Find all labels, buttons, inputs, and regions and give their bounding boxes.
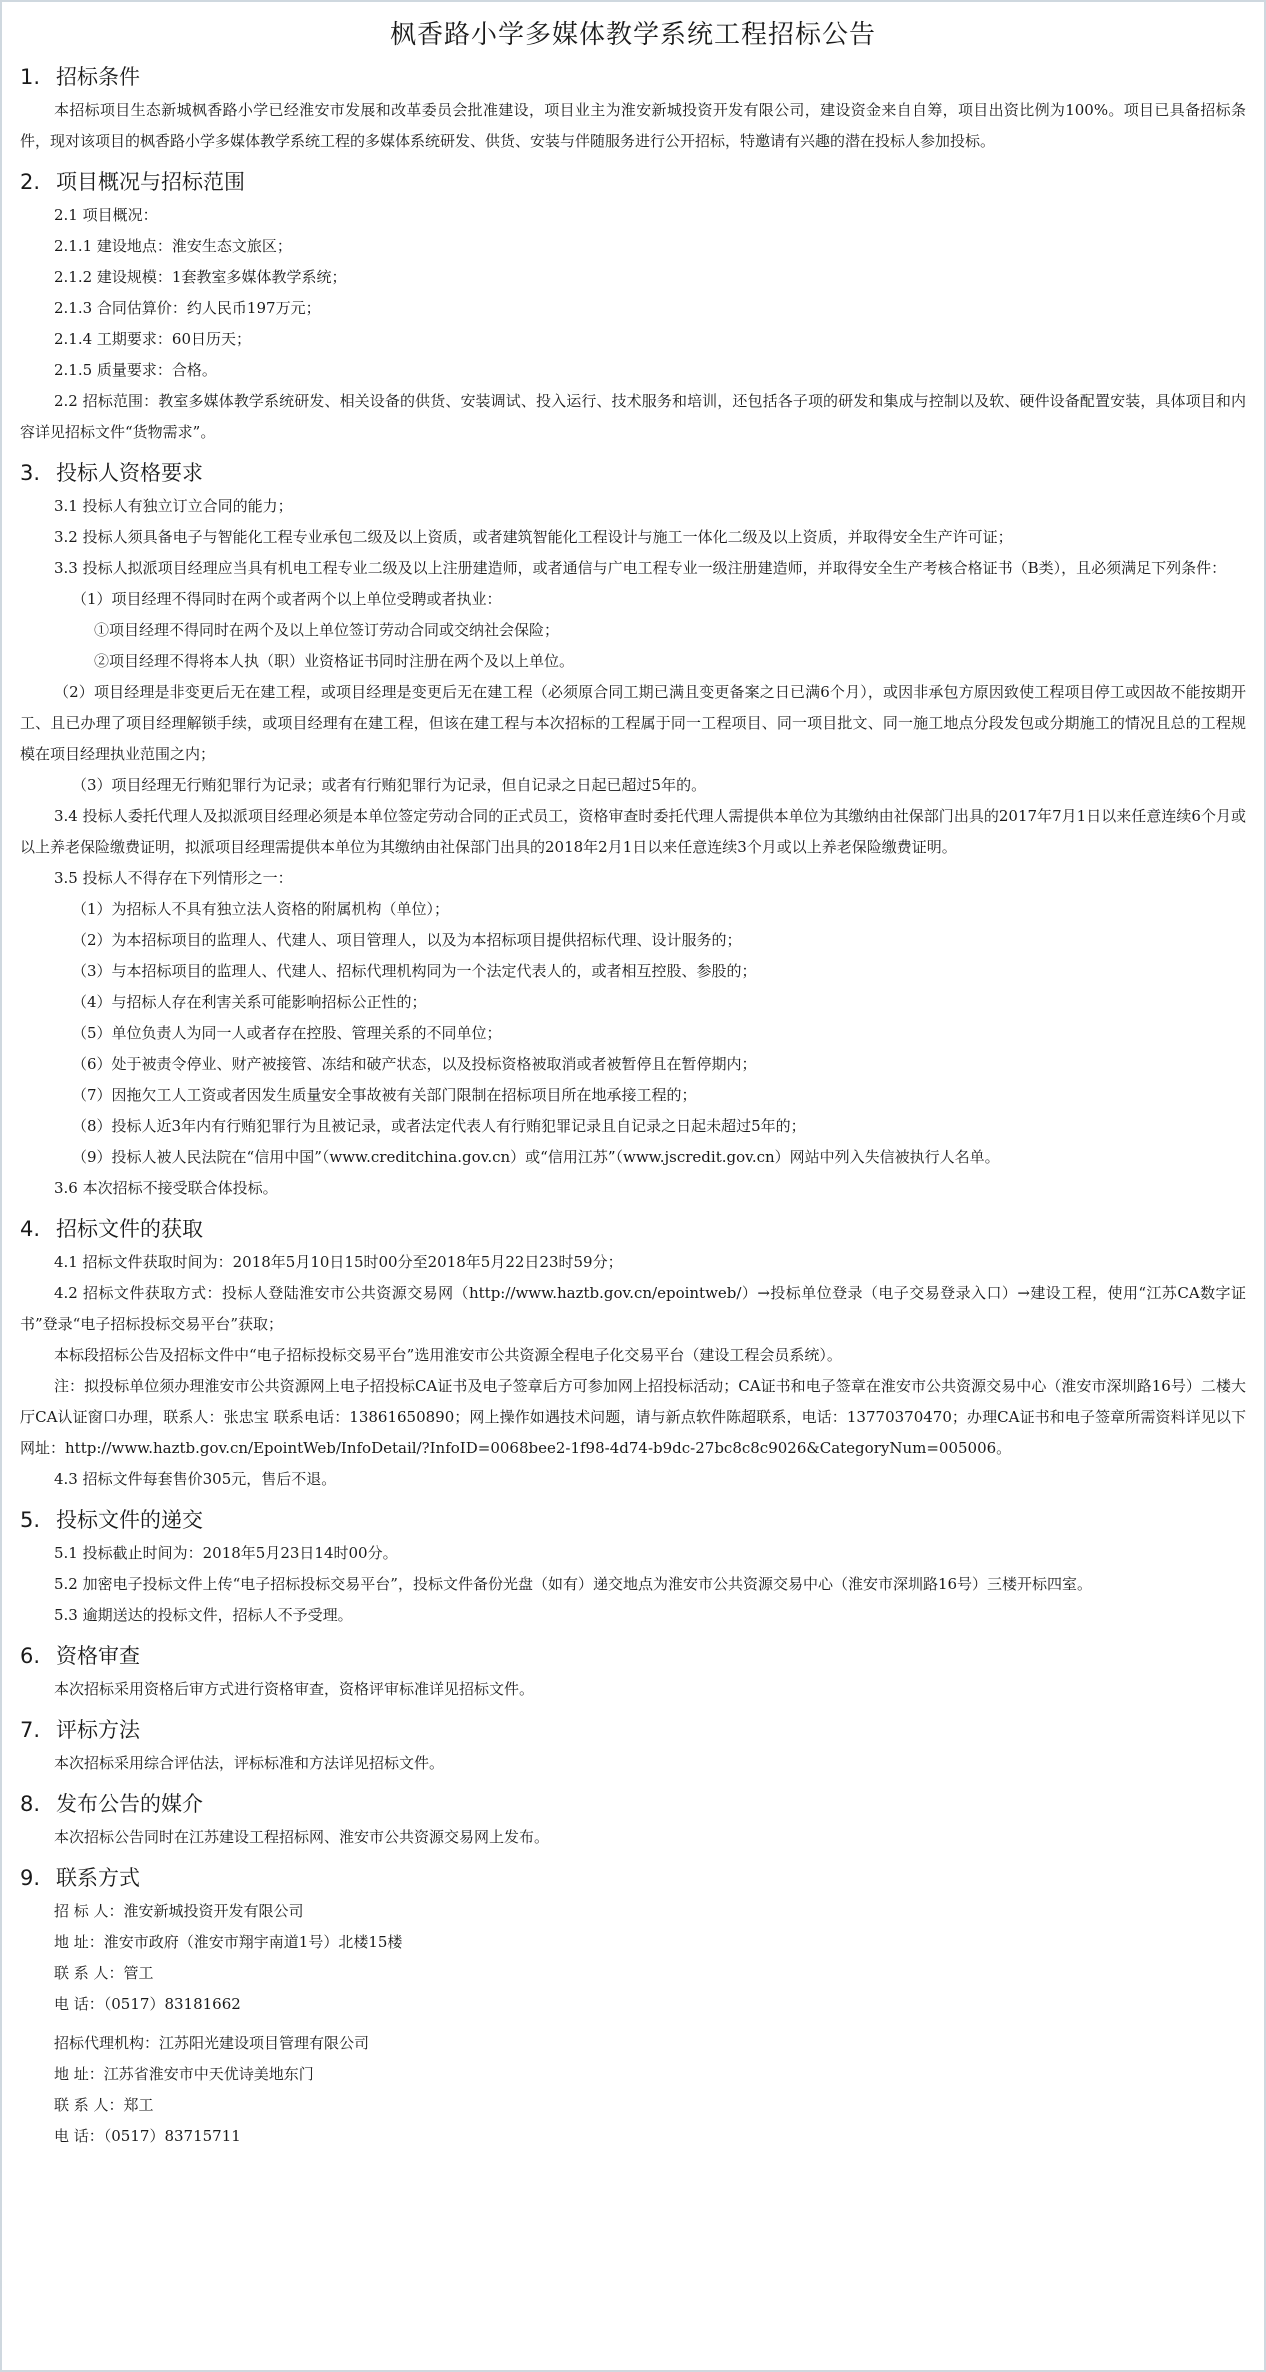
paragraph: 本次招标公告同时在江苏建设工程招标网、淮安市公共资源交易网上发布。 [54, 1828, 550, 1846]
contact-tenderer: 招 标 人：淮安新城投资开发有限公司 [54, 1902, 304, 1920]
paragraph: ①项目经理不得同时在两个及以上单位签订劳动合同或交纳社会保险； [94, 621, 560, 639]
paragraph: 2.1.4 工期要求：60日历天； [54, 330, 252, 348]
section-heading [20, 1714, 1246, 1744]
section-heading [20, 1504, 1246, 1534]
section-number: 2. [20, 170, 41, 194]
paragraph: 4.3 招标文件每套售价305元，售后不退。 [54, 1470, 337, 1488]
section-2 [20, 166, 1246, 448]
section-6 [20, 1640, 1246, 1705]
section-9 [20, 1862, 1246, 2152]
paragraph: 3.2 投标人须具备电子与智能化工程专业承包二级及以上资质，或者建筑智能化工程设计与施工一体化二级及以上资质，并取得安全生产许可证； [54, 528, 1013, 546]
section-number: 7. [20, 1718, 41, 1742]
section-number: 5. [20, 1508, 41, 1532]
section-title: 资格审查 [56, 1644, 140, 1668]
section-number: 8. [20, 1792, 41, 1816]
paragraph: （2）项目经理是非变更后无在建工程，或项目经理是变更后无在建工程（必须原合同工期已满且变更备案之日已满6个月），或因非承包方原因致使工程项目停工或因故不能按期开工、且已办理了项目经理解锁手续，或项目经理有在建工程，但该在建工程与本次招标的工程属于同一工程项目、同一项目批文、同一施工地点分段发包或分期施工的情况且总的工程规模在项目经理执业范围之内； [20, 683, 1246, 763]
paragraph: （1）为招标人不具有独立法人资格的附属机构（单位）； [72, 900, 450, 918]
paragraph: 3.1 投标人有独立订立合同的能力； [54, 497, 293, 515]
section-1 [20, 61, 1246, 157]
section-title: 投标人资格要求 [56, 461, 203, 485]
section-7 [20, 1714, 1246, 1779]
section-heading [20, 166, 1246, 196]
paragraph: 本次招标采用资格后审方式进行资格审查，资格评审标准详见招标文件。 [54, 1680, 535, 1698]
paragraph: 2.1.5 质量要求：合格。 [54, 361, 217, 379]
paragraph: （5）单位负责人为同一人或者存在控股、管理关系的不同单位； [72, 1024, 502, 1042]
agency-address: 地 址：江苏省淮安市中天优诗美地东门 [54, 2065, 314, 2083]
section-number: 1. [20, 65, 41, 89]
section-title: 项目概况与招标范围 [56, 170, 245, 194]
page-title: 枫香路小学多媒体教学系统工程招标公告 [389, 20, 876, 50]
paragraph: 本招标项目生态新城枫香路小学已经淮安市发展和改革委员会批准建设，项目业主为淮安新城投资开发有限公司，建设资金来自自筹，项目出资比例为100%。项目已具备招标条件，现对该项目的枫香路小学多媒体教学系统工程的多媒体系统研发、供货、安装与伴随服务进行公开招标，特邀请有兴趣的潜在投标人参加投标。 [20, 101, 1246, 150]
contact-phone: 电 话：（0517）83181662 [54, 1995, 241, 2013]
paragraph: （4）与招标人存在利害关系可能影响招标公正性的； [72, 993, 427, 1011]
section-title: 投标文件的递交 [56, 1508, 203, 1532]
paragraph: 3.3 投标人拟派项目经理应当具有机电工程专业二级及以上注册建造师，或者通信与广电工程专业一级注册建造师，并取得安全生产考核合格证书（B类），且必须满足下列条件： [54, 559, 1227, 577]
section-8 [20, 1788, 1246, 1853]
section-title: 评标方法 [56, 1718, 140, 1742]
paragraph: 2.1.3 合同估算价：约人民币197万元； [54, 299, 321, 317]
paragraph: （8）投标人近3年内有行贿犯罪行为且被记录，或者法定代表人有行贿犯罪记录且自记录之日起未超过5年的； [72, 1117, 806, 1135]
paragraph: 4.1 招标文件获取时间为：2018年5月10日15时00分至2018年5月22日23时59分； [54, 1253, 623, 1271]
paragraph: （7）因拖欠工人工资或者因发生质量安全事故被有关部门限制在招标项目所在地承接工程的； [72, 1086, 697, 1104]
paragraph: 2.2 招标范围：教室多媒体教学系统研发、相关设备的供货、安装调试、投入运行、技术服务和培训，还包括各子项的研发和集成与控制以及软、硬件设备配置安装，具体项目和内容详见招标文件“货物需求”。 [20, 392, 1246, 441]
section-title: 联系方式 [56, 1866, 140, 1890]
agency-phone: 电 话：（0517）83715711 [54, 2127, 241, 2145]
section-number: 9. [20, 1866, 41, 1890]
section-number: 4. [20, 1217, 41, 1241]
section-4 [20, 1213, 1246, 1495]
section-title: 招标条件 [56, 65, 140, 89]
paragraph: 本次招标采用综合评估法，评标标准和方法详见招标文件。 [54, 1754, 445, 1772]
paragraph: 2.1.1 建设地点：淮安生态文旅区； [54, 237, 292, 255]
paragraph: 5.1 投标截止时间为：2018年5月23日14时00分。 [54, 1544, 398, 1562]
contact-person: 联 系 人：管工 [54, 1964, 154, 1982]
section-heading [20, 1862, 1246, 1892]
section-heading [20, 61, 1246, 91]
paragraph: 4.2 招标文件获取方式：投标人登陆淮安市公共资源交易网（http://www.haztb.gov.cn/epointweb/）→投标单位登录（电子交易登录入口）→建设工程，使用“江苏CA数字证书”登录“电子招标投标交易平台”获取； [20, 1284, 1246, 1333]
agency-contact-person: 联 系 人：郑工 [54, 2096, 154, 2114]
paragraph: （2）为本招标项目的监理人、代建人、项目管理人，以及为本招标项目提供招标代理、设计服务的； [72, 931, 742, 949]
paragraph: 3.5 投标人不得存在下列情形之一： [54, 869, 293, 887]
paragraph: 本标段招标公告及招标文件中“电子招标投标交易平台”选用淮安市公共资源全程电子化交易平台（建设工程会员系统）。 [54, 1346, 842, 1364]
paragraph: 3.4 投标人委托代理人及拟派项目经理必须是本单位签定劳动合同的正式员工，资格审查时委托代理人需提供本单位为其缴纳由社保部门出具的2017年7月1日以来任意连续6个月或以上养老保险缴费证明，拟派项目经理需提供本单位为其缴纳由社保部门出具的2018年2月1日以来任意连续3个月或以上养老保险缴费证明。 [20, 807, 1246, 856]
paragraph: （6）处于被责令停业、财产被接管、冻结和破产状态，以及投标资格被取消或者被暂停且在暂停期内； [72, 1055, 757, 1073]
paragraph: （3）项目经理无行贿犯罪行为记录；或者有行贿犯罪行为记录，但自记录之日起已超过5年的。 [72, 776, 707, 794]
section-5 [20, 1504, 1246, 1631]
section-heading [20, 1788, 1246, 1818]
section-title: 招标文件的获取 [56, 1217, 203, 1241]
paragraph: 3.6 本次招标不接受联合体投标。 [54, 1179, 278, 1197]
paragraph: 注：拟投标单位须办理淮安市公共资源网上电子招投标CA证书及电子签章后方可参加网上招投标活动；CA证书和电子签章在淮安市公共资源交易中心（淮安市深圳路16号）二楼大厅CA认证窗口办理，联系人：张忠宝 联系电话：13861650890；网上操作如遇技术问题，请与新点软件陈超联系，电话：13770370470；办理CA证书和电子签章所需资料详见以下网址：http://www.haztb.gov.cn/EpointWeb/InfoDetail/?InfoID=0068bee2-1f98-4d74-b9dc-27bc8c8c9026&CategoryNum=005006。 [20, 1377, 1246, 1457]
paragraph: 2.1.2 建设规模：1套教室多媒体教学系统； [54, 268, 347, 286]
section-heading [20, 1640, 1246, 1670]
paragraph: （1）项目经理不得同时在两个或者两个以上单位受聘或者执业： [72, 590, 502, 608]
paragraph: （3）与本招标项目的监理人、代建人、招标代理机构同为一个法定代表人的，或者相互控股、参股的； [72, 962, 757, 980]
contact-address: 地 址：淮安市政府（淮安市翔宇南道1号）北楼15楼 [54, 1933, 403, 1951]
paragraph: ②项目经理不得将本人执（职）业资格证书同时注册在两个及以上单位。 [94, 652, 575, 670]
section-3 [20, 457, 1246, 1204]
paragraph: 2.1 项目概况： [54, 206, 158, 224]
section-heading [20, 457, 1246, 487]
agency-name: 招标代理机构：江苏阳光建设项目管理有限公司 [54, 2034, 370, 2052]
section-number: 6. [20, 1644, 41, 1668]
paragraph: 5.3 逾期送达的投标文件，招标人不予受理。 [54, 1606, 353, 1624]
paragraph: （9）投标人被人民法院在“信用中国”（www.creditchina.gov.cn）或“信用江苏”（www.jscredit.gov.cn）网站中列入失信被执行人名单。 [72, 1148, 1000, 1166]
section-heading [20, 1213, 1246, 1243]
paragraph: 5.2 加密电子投标文件上传“电子招标投标交易平台”，投标文件备份光盘（如有）递交地点为淮安市公共资源交易中心（淮安市深圳路16号）三楼开标四室。 [54, 1575, 1093, 1593]
section-number: 3. [20, 461, 41, 485]
section-title: 发布公告的媒介 [56, 1792, 203, 1816]
